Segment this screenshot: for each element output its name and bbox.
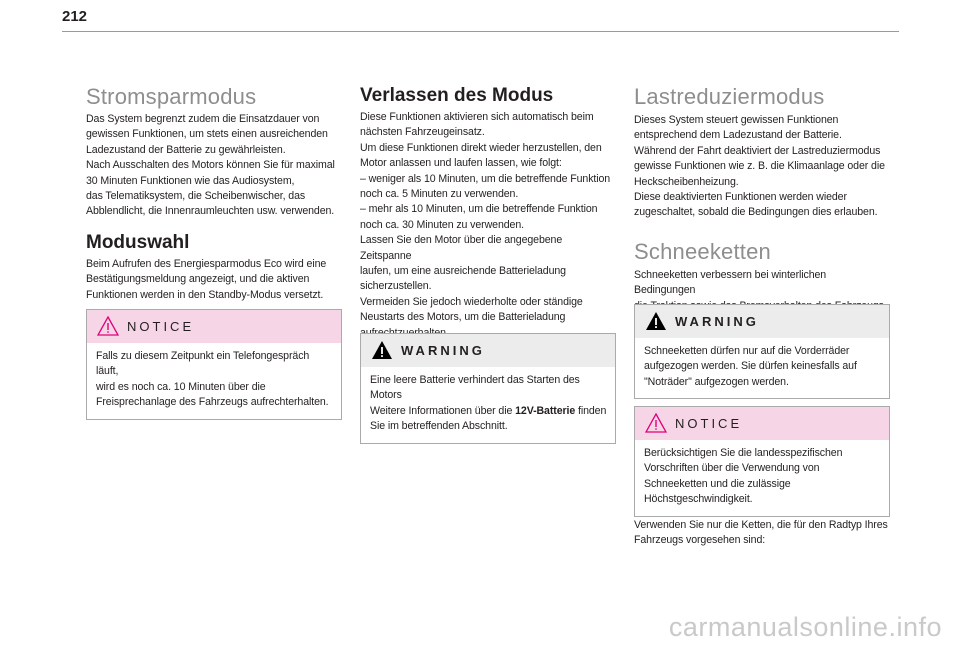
warning-text-part-a: Eine leere Batterie verhindert das Starten des Motors Weitere Informationen über die [370,374,580,417]
warning-text-part-b: finden Sie im betreffenden Abschnitt. [370,404,607,433]
stromsparmodus-text: Das System begrenzt zudem die Einsatzdauer von gewissen Funktionen, um stets einen ausreichenden Ladezustand der Batterie zu gewährleisten. Nach Ausschalten des Motors können Sie für maximal 30 Minuten Funktionen wie das Audiosystem, das Telematiksystem, die Scheibenwischer, das Abblendlicht, die Innenraumleuchten usw. verwenden. [86,113,335,218]
notice-text: Berücksichtigen Sie die landesspezifischen Vorschriften über die Verwendung von Schneeketten und die zulässige Höchstgeschwindigkeit. [644,447,843,506]
warning-box-battery [360,333,616,444]
verlassen-text: Diese Funktionen aktivieren sich automatisch beim nächsten Fahrzeugeinsatz. Um diese Funktionen direkt wieder herzustellen, den Motor anlassen und laufen lassen, wie folgt: – weniger als 10 Minuten, um die betreffende Funktion noch ca. 5 Minuten zu verwenden. – mehr als 10 Minuten, um die betreffende Funktion noch ca. 30 Minuten zu verwenden. Lassen Sie den Motor über die angegebene Zeitspanne laufen, um eine ausreichende Batterieladung sicherzustellen. Vermeiden Sie jedoch wiederholte oder ständige Neustarts des Motors, um die Batterieladung [360,111,611,324]
warning-header [635,305,889,338]
schneeketten-text: Schneeketten verbessern bei winterlichen Bedingungen [634,269,827,297]
notice-header [87,310,341,343]
caution-triangle-icon [645,413,667,433]
notice-title: NOTICE [675,416,743,431]
heading-verlassen-des-modus: Verlassen des Modus [360,85,554,106]
moduswahl-text: Beim Aufrufen des Energiesparmodus Eco wird eine Bestätigungsmeldung angezeigt, und die aktiven Funktionen werden in den Standby-Modus versetzt. [86,258,327,301]
warning-title: WARNING [675,314,759,329]
top-rule [62,31,899,32]
lastreduzier-text: Dieses System steuert gewissen Funktionen entsprechend dem Ladezustand der Batterie. Während der Fahrt deaktiviert der Lastreduziermodus gewisse Funktionen wie z. B. die Klimaanlage oder die Heckscheibenheizung. Diese deaktivierten Funktionen werden wieder zugeschaltet, sobald die Bedingungen dies erlauben. [634,114,885,219]
watermark: carmanualsonline.info [668,612,942,642]
notice-title: NOTICE [127,319,195,334]
warning-text: Schneeketten dürfen nur auf die Vorderräder aufgezogen werden. Sie dürfen keinesfalls auf "Noträder" aufgezogen werden. [644,345,857,388]
caution-triangle-icon [97,316,119,336]
page-number: 212 [62,8,88,25]
heading-lastreduziermodus: Lastreduziermodus [634,84,825,109]
notice-box-snow-chains [634,406,890,517]
heading-moduswahl: Moduswahl [86,232,190,253]
notice-header [635,407,889,440]
heading-stromsparmodus: Stromsparmodus [86,84,257,109]
warning-triangle-icon [645,311,667,331]
notice-text: Falls zu diesem Zeitpunkt ein Telefongespräch läuft, wird es noch ca. 10 Minuten über die Freisprechanlage des Fahrzeugs aufrechterhalten. [96,350,329,409]
heading-schneeketten: Schneeketten [634,239,771,264]
warning-title: WARNING [401,343,485,358]
notice-box-energy [86,309,342,420]
warning-header [361,334,615,367]
warning-text [361,367,615,443]
closing-text: Verwenden Sie nur die Ketten, die für den Radtyp Ihres Fahrzeugs vorgesehen sind: [634,519,888,547]
warning-triangle-icon [371,340,393,360]
battery-link-text: 12V-Batterie [515,404,576,417]
warning-box-snow-chains [634,304,890,399]
